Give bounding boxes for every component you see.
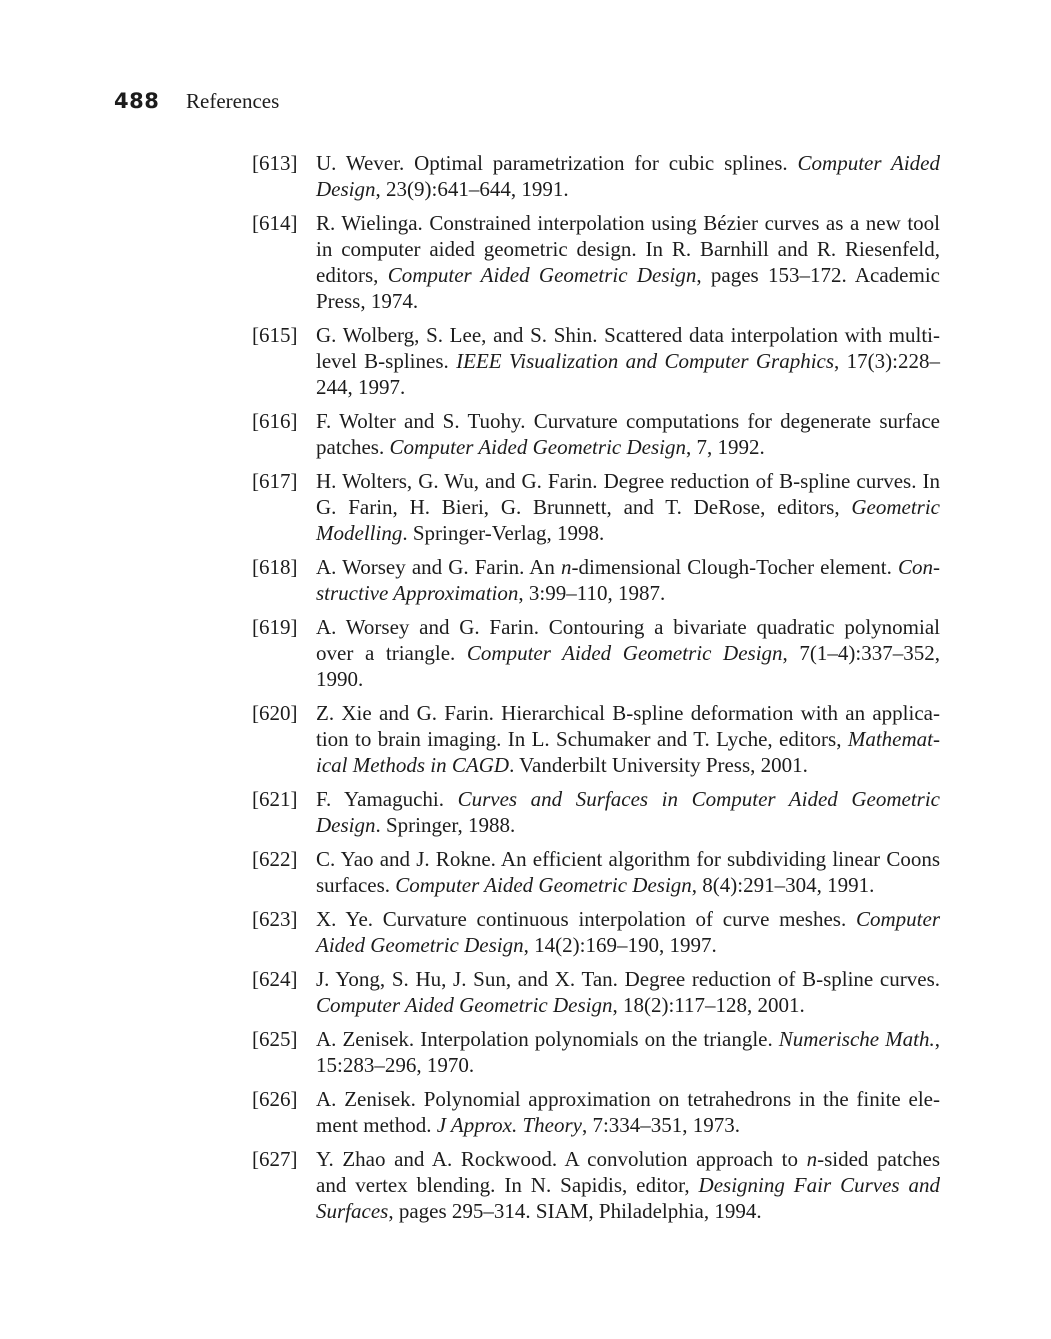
reference-italic-segment: Computer Aided Geometric Design: [466, 641, 783, 665]
reference-italic-segment: Computer Aided Geometric Design: [316, 907, 940, 957]
reference-segment: , 3:99–110, 1987.: [518, 581, 666, 605]
running-head: [114, 89, 279, 123]
reference-text: [316, 408, 940, 460]
reference-segment: , 14(2):169–190, 1997.: [523, 933, 717, 957]
reference-number: [619]: [252, 615, 298, 639]
reference-segment: , 17(3):228–244, 1997.: [316, 349, 940, 399]
reference-text: [316, 322, 940, 400]
reference-number: [616]: [252, 409, 298, 433]
reference-text: [316, 210, 940, 314]
reference-text: [316, 966, 940, 1018]
reference-number: [615]: [252, 323, 298, 347]
reference-text: [316, 468, 940, 546]
reference-entry: [252, 846, 940, 898]
reference-entry: [252, 210, 940, 314]
reference-text: [316, 906, 940, 958]
reference-segment: , pages 153–172. Academic Press, 1974.: [316, 263, 940, 313]
reference-text: [316, 700, 940, 778]
reference-segment: A. Worsey and G. Farin. Contouring a bivariate quadratic polynomial over a triangle.: [316, 615, 940, 665]
reference-italic-segment: Constructive Approximation: [316, 555, 940, 605]
reference-segment: A. Zenisek. Interpolation polynomials on the triangle.: [316, 1027, 779, 1051]
reference-segment: A. Worsey and G. Farin. An: [316, 555, 562, 579]
reference-segment: . Springer, 1988.: [375, 813, 516, 837]
reference-italic-segment: Computer Aided Geometric Design: [389, 435, 686, 459]
reference-number: [614]: [252, 211, 298, 235]
reference-number: [623]: [252, 907, 298, 931]
reference-entry: [252, 322, 940, 400]
reference-entry: [252, 1086, 940, 1138]
reference-list: [252, 150, 940, 1232]
reference-segment: H. Wolters, G. Wu, and G. Farin. Degree reduction of B-spline curves. In G. Farin, H. Bieri, G. Brunnett, and T. DeRose, editors,: [316, 469, 940, 519]
reference-entry: [252, 614, 940, 692]
reference-entry: [252, 554, 940, 606]
reference-segment: , 7, 1992.: [685, 435, 765, 459]
reference-text: [316, 554, 940, 606]
reference-segment: -sided patches and vertex blending. In N. Sapidis, editor,: [316, 1147, 941, 1197]
reference-italic-segment: Numerische Math.: [778, 1027, 935, 1051]
reference-text: [316, 150, 940, 202]
reference-entry: [252, 700, 940, 778]
reference-entry: [252, 906, 940, 958]
reference-segment: X. Ye. Curvature continuous interpolation of curve meshes.: [316, 907, 856, 931]
reference-number: [621]: [252, 787, 298, 811]
reference-segment: C. Yao and J. Rokne. An efficient algorithm for subdividing linear Coons surfaces.: [316, 847, 940, 897]
reference-number: [627]: [252, 1147, 298, 1171]
reference-segment: F. Wolter and S. Tuohy. Curvature computations for degenerate surface patches.: [316, 409, 940, 459]
reference-number: [620]: [252, 701, 298, 725]
reference-italic-segment: n: [561, 555, 572, 579]
reference-segment: Z. Xie and G. Farin. Hierarchical B-spline deformation with an application to brain imaging. In L. Schumaker and T. Lyche, editors,: [316, 701, 940, 751]
reference-segment: G. Wolberg, S. Lee, and S. Shin. Scattered data interpolation with multilevel B-splines.: [316, 323, 940, 373]
reference-segment: U. Wever. Optimal parametrization for cubic splines.: [316, 151, 798, 175]
reference-italic-segment: IEEE Visualization and Computer Graphics: [456, 349, 835, 373]
reference-segment: , pages 295–314. SIAM, Philadelphia, 1994.: [388, 1199, 762, 1223]
reference-number: [625]: [252, 1027, 298, 1051]
reference-number: [626]: [252, 1087, 298, 1111]
reference-italic-segment: Geometric Modelling: [316, 495, 940, 545]
reference-text: [316, 786, 940, 838]
reference-segment: Y. Zhao and A. Rockwood. A convolution approach to: [316, 1147, 807, 1171]
reference-entry: [252, 966, 940, 1018]
reference-text: [316, 1146, 940, 1224]
reference-italic-segment: Computer Aided Geometric Design: [387, 263, 697, 287]
section-title: References: [186, 89, 280, 113]
reference-segment: R. Wielinga. Constrained interpolation using Bézier curves as a new tool in computer aided geometric design. In R. Barnhill and R. Riesenfeld, editors,: [316, 211, 940, 287]
reference-entry: [252, 786, 940, 838]
reference-segment: J. Yong, S. Hu, J. Sun, and X. Tan. Degree reduction of B-spline curves.: [316, 967, 940, 991]
reference-text: [316, 614, 940, 692]
reference-text: [316, 1086, 940, 1138]
reference-italic-segment: n: [806, 1147, 818, 1171]
reference-number: [624]: [252, 967, 298, 991]
reference-segment: . Springer-Verlag, 1998.: [402, 521, 605, 545]
reference-segment: , 15:283–296, 1970.: [316, 1027, 940, 1077]
reference-italic-segment: Computer Aided Geometric Design: [316, 993, 613, 1017]
reference-segment: , 7:334–351, 1973.: [581, 1113, 741, 1137]
reference-italic-segment: Designing Fair Curves and Surfaces: [316, 1173, 941, 1223]
reference-italic-segment: Computer Aided Design: [316, 151, 940, 201]
reference-italic-segment: Computer Aided Geometric Design: [395, 873, 692, 897]
reference-italic-segment: Mathematical Methods in CAGD: [316, 727, 940, 777]
reference-segment: , 23(9):641–644, 1991.: [375, 177, 569, 201]
reference-segment: -dimensional Clough-Tocher element.: [571, 555, 898, 579]
reference-segment: , 18(2):117–128, 2001.: [612, 993, 805, 1017]
reference-segment: , 7(1–4):337–352, 1990.: [316, 641, 940, 691]
reference-entry: [252, 408, 940, 460]
reference-segment: . Vanderbilt University Press, 2001.: [509, 753, 808, 777]
reference-text: [316, 1026, 940, 1078]
reference-entry: [252, 468, 940, 546]
reference-entry: [252, 1146, 940, 1224]
reference-number: [622]: [252, 847, 298, 871]
reference-entry: [252, 150, 940, 202]
reference-entry: [252, 1026, 940, 1078]
page-number: 488: [114, 89, 160, 113]
reference-number: [613]: [252, 151, 298, 175]
reference-text: [316, 846, 940, 898]
reference-segment: , 8(4):291–304, 1991.: [691, 873, 875, 897]
reference-segment: A. Zenisek. Polynomial approximation on tetrahedrons in the finite element method.: [316, 1087, 940, 1137]
reference-italic-segment: J Approx. Theory: [436, 1113, 582, 1137]
reference-number: [618]: [252, 555, 298, 579]
reference-segment: F. Yamaguchi.: [316, 787, 458, 811]
reference-italic-segment: Curves and Surfaces in Computer Aided Geometric Design: [316, 787, 940, 837]
reference-number: [617]: [252, 469, 298, 493]
